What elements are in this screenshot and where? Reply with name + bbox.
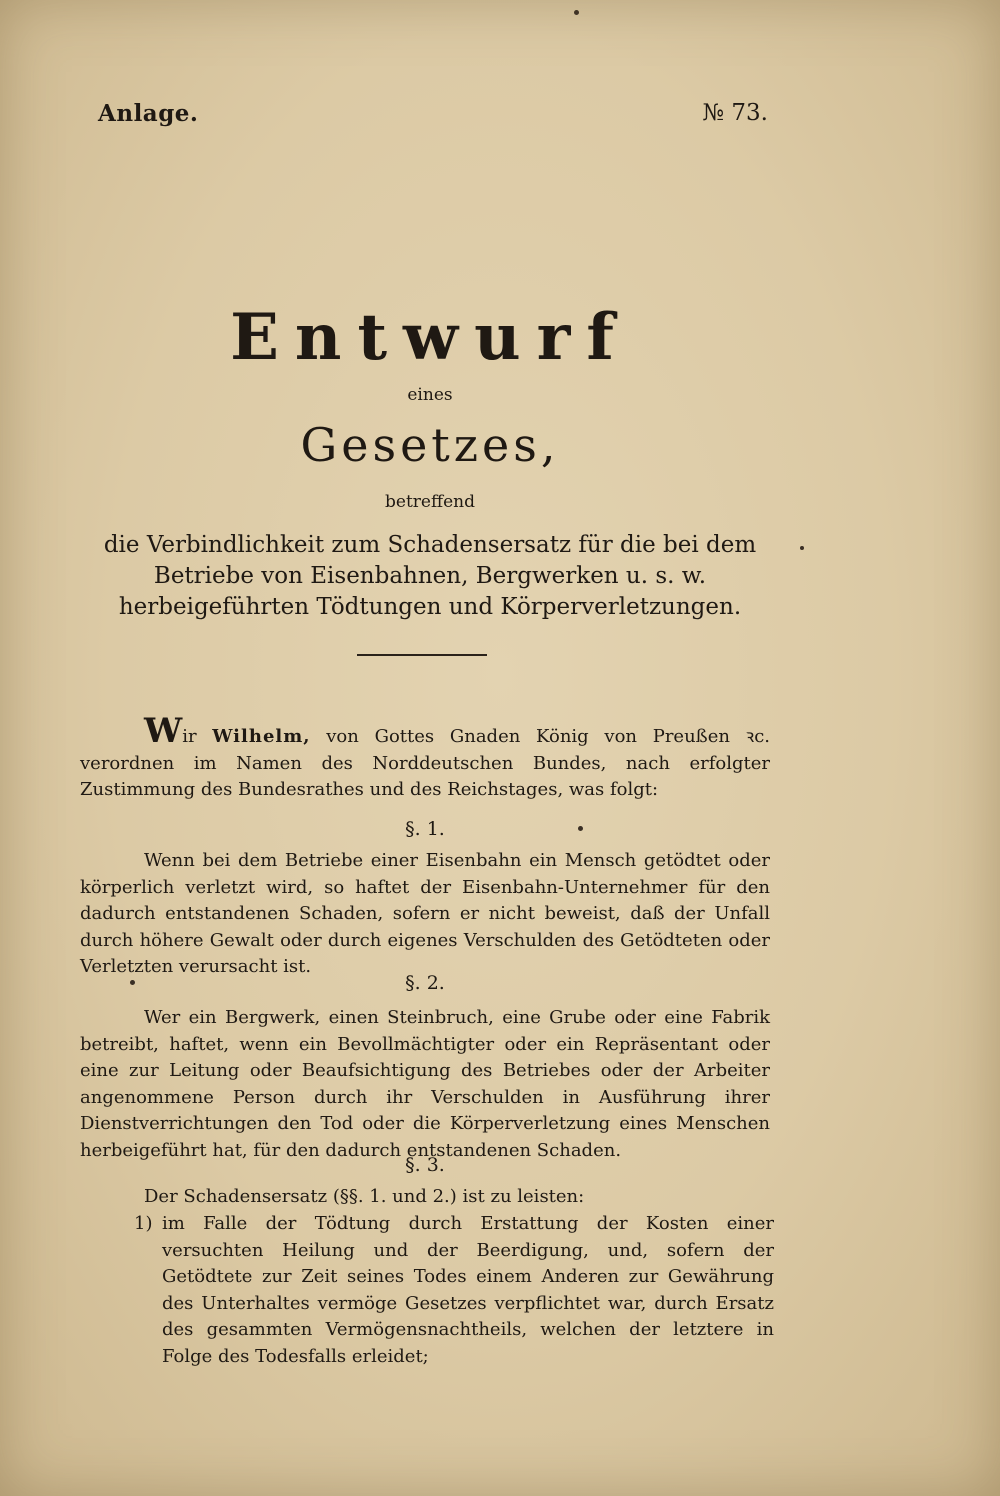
preamble-monarch-name: Wilhelm, [212, 726, 311, 747]
subject-intro: betreffend [385, 492, 475, 512]
section-text-2: Wer ein Bergwerk, einen Steinbruch, eine Grube oder eine Fabrik betreibt, haftet, wenn ein Bevollmächtigter oder ein Repräsentant oder eine zur Leitung oder Beaufsichtigung des Betriebes oder der Arbeiter angenommene Person durch ihr Verschulden in Ausführung ihrer Dienstverrichtungen den Tod oder die Körperverletzung eines Menschen herbeigeführt hat, für den dadurch entstandenen Schaden. [80, 1007, 770, 1161]
header-annex-label: Anlage. [98, 100, 199, 127]
preamble-paragraph [80, 711, 770, 804]
section-heading-2: §. 2. [405, 972, 445, 994]
item-number: 1) [134, 1213, 153, 1234]
title-connector: eines [407, 385, 453, 405]
section-heading-1: §. 1. [405, 818, 445, 840]
section-text-1: Wenn bei dem Betriebe einer Eisenbahn ein Mensch getödtet oder körperlich verletzt wird, so haftet der Eisenbahn-Unternehmer für den dadurch entstandenen Schaden, sofern er nicht beweist, daß der Unfall durch höhere Gewalt oder durch eigenes Verschulden des Getödteten oder Verletzten verursacht ist. [80, 850, 770, 977]
item-text: im Falle der Tödtung durch Erstattung der Kosten einer versuchten Heilung und der Beerdigung, und, sofern der Getödtete zur Zeit seines Todes einem Anderen zur Gewährung des Unterhaltes vermöge Gesetzes verpflichtet war, durch Ersatz des gesammten Vermögensnachtheils, welchen der letztere in Folge des Todesfalls erleidet; [162, 1213, 774, 1367]
preamble-initial: W [144, 711, 183, 751]
header-number: № 73. [702, 100, 768, 126]
document-subtitle: Gesetzes, [300, 418, 560, 472]
speck-mark [130, 980, 135, 985]
speck-mark [574, 10, 579, 15]
title-divider [357, 654, 487, 656]
section-text-3: Der Schadensersatz (§§. 1. und 2.) ist zu leisten: [144, 1186, 585, 1207]
speck-mark [578, 826, 583, 831]
section-heading-3: §. 3. [405, 1154, 445, 1176]
subject-text: die Verbindlichkeit zum Schadensersatz für die bei dem Betriebe von Eisenbahnen, Bergwerken u. s. w. herbeigeführten Tödtungen und Körperverletzungen. [103, 532, 757, 620]
section-3-item-1 [134, 1211, 774, 1370]
speck-mark [800, 546, 804, 550]
document-title: Entwurf [230, 300, 630, 375]
preamble-text: von Gottes Gnaden König von Preußen ꝛc. verordnen im Namen des Norddeutschen Bundes, nach erfolgter Zustimmung des Bundesrathes und des Reichstages, was folgt: [80, 726, 770, 800]
preamble-word: ir [182, 726, 197, 747]
